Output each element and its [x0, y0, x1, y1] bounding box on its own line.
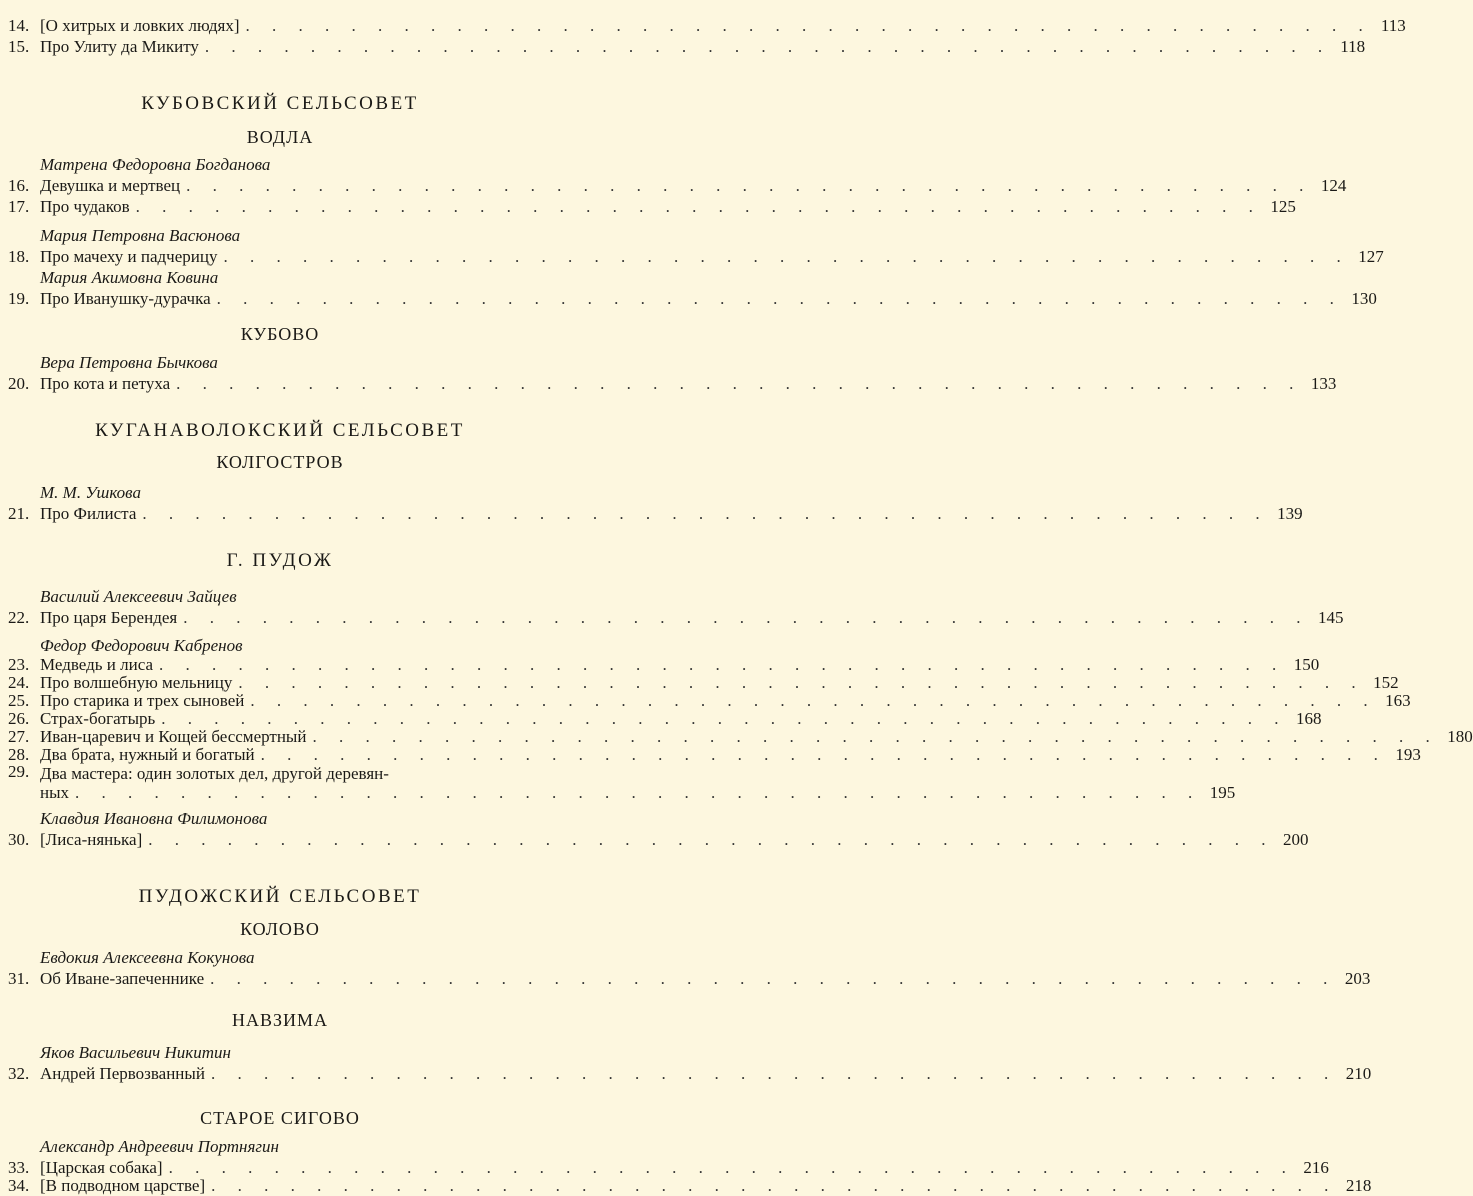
- page-number: 124: [1320, 176, 1347, 195]
- dot-leader: . . . . . . . . . . . . . . . . . . . . . . . . . . . . . . . . . . . . . . . . . . .: [210, 1064, 1338, 1083]
- narrator-name: Федор Федорович Кабренов: [40, 636, 243, 655]
- place-heading: ВОДЛА: [246, 127, 314, 147]
- dot-leader: . . . . . . . . . . . . . . . . . . . . . . . . . . . . . . . . . . . . . . . . . . .: [312, 727, 1439, 746]
- entry-title: Медведь и лиса: [40, 655, 153, 674]
- page-number: 130: [1351, 289, 1377, 308]
- page-number: 195: [1209, 783, 1236, 802]
- dot-leader: . . . . . . . . . . . . . . . . . . . . . . . . . . . . . . . . . . . . . . . . . . .: [260, 745, 1387, 764]
- entry-title: Два брата, нужный и богатый: [40, 745, 255, 764]
- dot-leader: . . . . . . . . . . . . . . . . . . . . . . . . . . . . . . . . . . . . . . . . . . .: [211, 1176, 1338, 1195]
- table-of-contents: [0, 7, 1473, 1196]
- entry-number: 14.: [8, 16, 30, 35]
- page-number: 168: [1296, 709, 1322, 728]
- entry-number: 34.: [8, 1176, 30, 1195]
- toc-entry: [0, 1063, 1372, 1084]
- dot-leader: . . . . . . . . . . . . . . . . . . . . . . . . . . . . . . . . . . . . . . . . . . .: [250, 691, 1377, 710]
- place-heading: СТАРОЕ СИГОВО: [200, 1108, 360, 1128]
- page-number: 203: [1344, 969, 1371, 988]
- entry-number: 28.: [8, 745, 30, 764]
- entry-number: 21.: [8, 504, 30, 523]
- place-heading: КОЛГОСТРОВ: [216, 452, 344, 472]
- page-number: 210: [1345, 1064, 1372, 1083]
- toc-entry: [0, 196, 1296, 217]
- entry-number: 26.: [8, 709, 30, 728]
- page-number: 150: [1293, 655, 1320, 674]
- page-number: 218: [1345, 1176, 1372, 1195]
- page-number: 145: [1317, 608, 1344, 627]
- entry-number: 31.: [8, 969, 30, 988]
- dot-leader: . . . . . . . . . . . . . . . . . . . . . . . . . . . . . . . . . . . . . . . . . . .: [148, 830, 1275, 849]
- dot-leader: . . . . . . . . . . . . . . . . . . . . . . . . . . . . . . . . . . . . . . . . . . .: [204, 37, 1332, 56]
- entry-number: 33.: [8, 1158, 30, 1177]
- toc-entry: [0, 175, 1347, 196]
- toc-entry: [0, 15, 1406, 36]
- entry-number: 30.: [8, 830, 30, 849]
- dot-leader: . . . . . . . . . . . . . . . . . . . . . . . . . . . . . . . . . . . . . . . . . . .: [245, 16, 1372, 35]
- entry-title: [В подводном царстве]: [40, 1176, 206, 1195]
- toc-entry: [0, 503, 1303, 524]
- entry-number: 20.: [8, 374, 30, 393]
- entry-title: Про Филиста: [40, 504, 137, 523]
- page-number: 163: [1385, 691, 1411, 710]
- page-number: 193: [1395, 745, 1421, 764]
- narrator-name: М. М. Ушкова: [40, 483, 141, 502]
- place-heading: НАВЗИМА: [231, 1010, 329, 1030]
- entry-number: 32.: [8, 1064, 30, 1083]
- dot-leader: . . . . . . . . . . . . . . . . . . . . . . . . . . . . . . . . . . . . . . . . . . .: [186, 176, 1313, 195]
- dot-leader: . . . . . . . . . . . . . . . . . . . . . . . . . . . . . . . . . . . . . . . . . . .: [210, 969, 1337, 988]
- entry-title: [О хитрых и ловких людях]: [40, 16, 240, 35]
- place-heading: КОЛОВО: [240, 919, 320, 939]
- dot-leader: . . . . . . . . . . . . . . . . . . . . . . . . . . . . . . . . . . . . . . . . . . .: [159, 655, 1286, 674]
- dot-leader: . . . . . . . . . . . . . . . . . . . . . . . . . . . . . . . . . . . . . . . . . . .: [183, 608, 1310, 627]
- toc-entry: [0, 968, 1371, 989]
- entry-title: Про мачеху и падчерицу: [40, 247, 218, 266]
- page-number: 133: [1310, 374, 1337, 393]
- dot-leader: . . . . . . . . . . . . . . . . . . . . . . . . . . . . . . . . . . . . . . . . . . .: [142, 504, 1269, 523]
- section-heading: ПУДОЖСКИЙ СЕЛЬСОВЕТ: [138, 886, 422, 907]
- entry-number: 22.: [8, 608, 30, 627]
- narrator-name: Мария Петровна Васюнова: [40, 226, 241, 245]
- entry-number: 18.: [8, 247, 30, 266]
- toc-entry: [0, 1175, 1372, 1196]
- dot-leader: . . . . . . . . . . . . . . . . . . . . . . . . . . . . . . . . . . . . . . . . . . .: [168, 1158, 1295, 1177]
- page-number: 125: [1270, 197, 1296, 216]
- dot-leader: . . . . . . . . . . . . . . . . . . . . . . . . . . . . . . . . . . . . . . . . . . .: [161, 709, 1288, 728]
- toc-entry: [0, 246, 1384, 267]
- entry-title: Про Улиту да Микиту: [40, 37, 199, 56]
- place-heading: КУБОВО: [240, 324, 320, 344]
- narrator-name: Матрена Федоровна Богданова: [40, 155, 271, 174]
- narrator-name: Мария Акимовна Ковина: [40, 268, 219, 287]
- entry-title-continuation: ных: [40, 783, 70, 802]
- page-number: 139: [1277, 504, 1303, 523]
- entry-title: Про старика и трех сыновей: [40, 691, 245, 710]
- dot-leader: . . . . . . . . . . . . . . . . . . . . . . . . . . . . . . . . . . . . . . . . . . .: [75, 783, 1202, 802]
- toc-entry: [0, 829, 1309, 850]
- toc-entry: [0, 762, 1236, 802]
- dot-leader: . . . . . . . . . . . . . . . . . . . . . . . . . . . . . . . . . . . . . . . . . . .: [135, 197, 1262, 216]
- entry-title: Иван-царевич и Кощей бессмертный: [40, 727, 307, 746]
- page-number: 127: [1358, 247, 1384, 266]
- entry-title: Про Иванушку-дурачка: [40, 289, 211, 308]
- narrator-name: Яков Васильевич Никитин: [40, 1043, 231, 1062]
- entry-number: 15.: [8, 37, 30, 56]
- entry-title: Два мастера: один золотых дел, другой деревян-: [40, 764, 389, 783]
- narrator-name: Александр Андреевич Портнягин: [40, 1137, 279, 1156]
- entry-title: [Царская собака]: [40, 1158, 163, 1177]
- entry-number: 27.: [8, 727, 30, 746]
- toc-entry: [0, 607, 1344, 628]
- dot-leader: . . . . . . . . . . . . . . . . . . . . . . . . . . . . . . . . . . . . . . . . . . .: [223, 247, 1350, 266]
- entry-number: 19.: [8, 289, 30, 308]
- narrator-name: Евдокия Алексеевна Кокунова: [40, 948, 255, 967]
- dot-leader: . . . . . . . . . . . . . . . . . . . . . . . . . . . . . . . . . . . . . . . . . . .: [176, 374, 1303, 393]
- toc-entry: [0, 373, 1337, 394]
- entry-title: [Лиса-нянька]: [40, 830, 143, 849]
- toc-entry: [0, 36, 1366, 57]
- page-number: 118: [1340, 37, 1366, 56]
- entry-number: 17.: [8, 197, 30, 216]
- narrator-name: Василий Алексеевич Зайцев: [40, 587, 237, 606]
- page-number: 216: [1303, 1158, 1329, 1177]
- toc-entry: [0, 288, 1377, 309]
- section-heading: КУБОВСКИЙ СЕЛЬСОВЕТ: [141, 93, 419, 114]
- entry-title: Про волшебную мельницу: [40, 673, 233, 692]
- page-number: 200: [1282, 830, 1309, 849]
- page-number: 113: [1380, 16, 1406, 35]
- entry-number: 24.: [8, 673, 30, 692]
- entry-title: Про царя Берендея: [40, 608, 178, 627]
- entry-title: Про кота и петуха: [40, 374, 171, 393]
- page-number: 152: [1373, 673, 1399, 692]
- entry-number: 16.: [8, 176, 30, 195]
- narrator-name: Вера Петровна Бычкова: [40, 353, 218, 372]
- page-number: 180: [1447, 727, 1473, 746]
- section-heading: Г. ПУДОЖ: [226, 550, 334, 571]
- entry-title: Страх-богатырь: [40, 709, 156, 728]
- entry-number: 29.: [8, 762, 30, 781]
- section-heading: КУГАНАВОЛОКСКИЙ СЕЛЬСОВЕТ: [95, 420, 465, 441]
- dot-leader: . . . . . . . . . . . . . . . . . . . . . . . . . . . . . . . . . . . . . . . . . . .: [216, 289, 1343, 308]
- narrator-name: Клавдия Ивановна Филимонова: [40, 809, 268, 828]
- entry-title: Андрей Первозванный: [40, 1064, 205, 1083]
- entry-title: Девушка и мертвец: [40, 176, 181, 195]
- entry-title: Об Иване-запеченнике: [40, 969, 205, 988]
- entry-number: 23.: [8, 655, 30, 674]
- entry-title: Про чудаков: [40, 197, 130, 216]
- dot-leader: . . . . . . . . . . . . . . . . . . . . . . . . . . . . . . . . . . . . . . . . . . .: [238, 673, 1365, 692]
- entry-number: 25.: [8, 691, 30, 710]
